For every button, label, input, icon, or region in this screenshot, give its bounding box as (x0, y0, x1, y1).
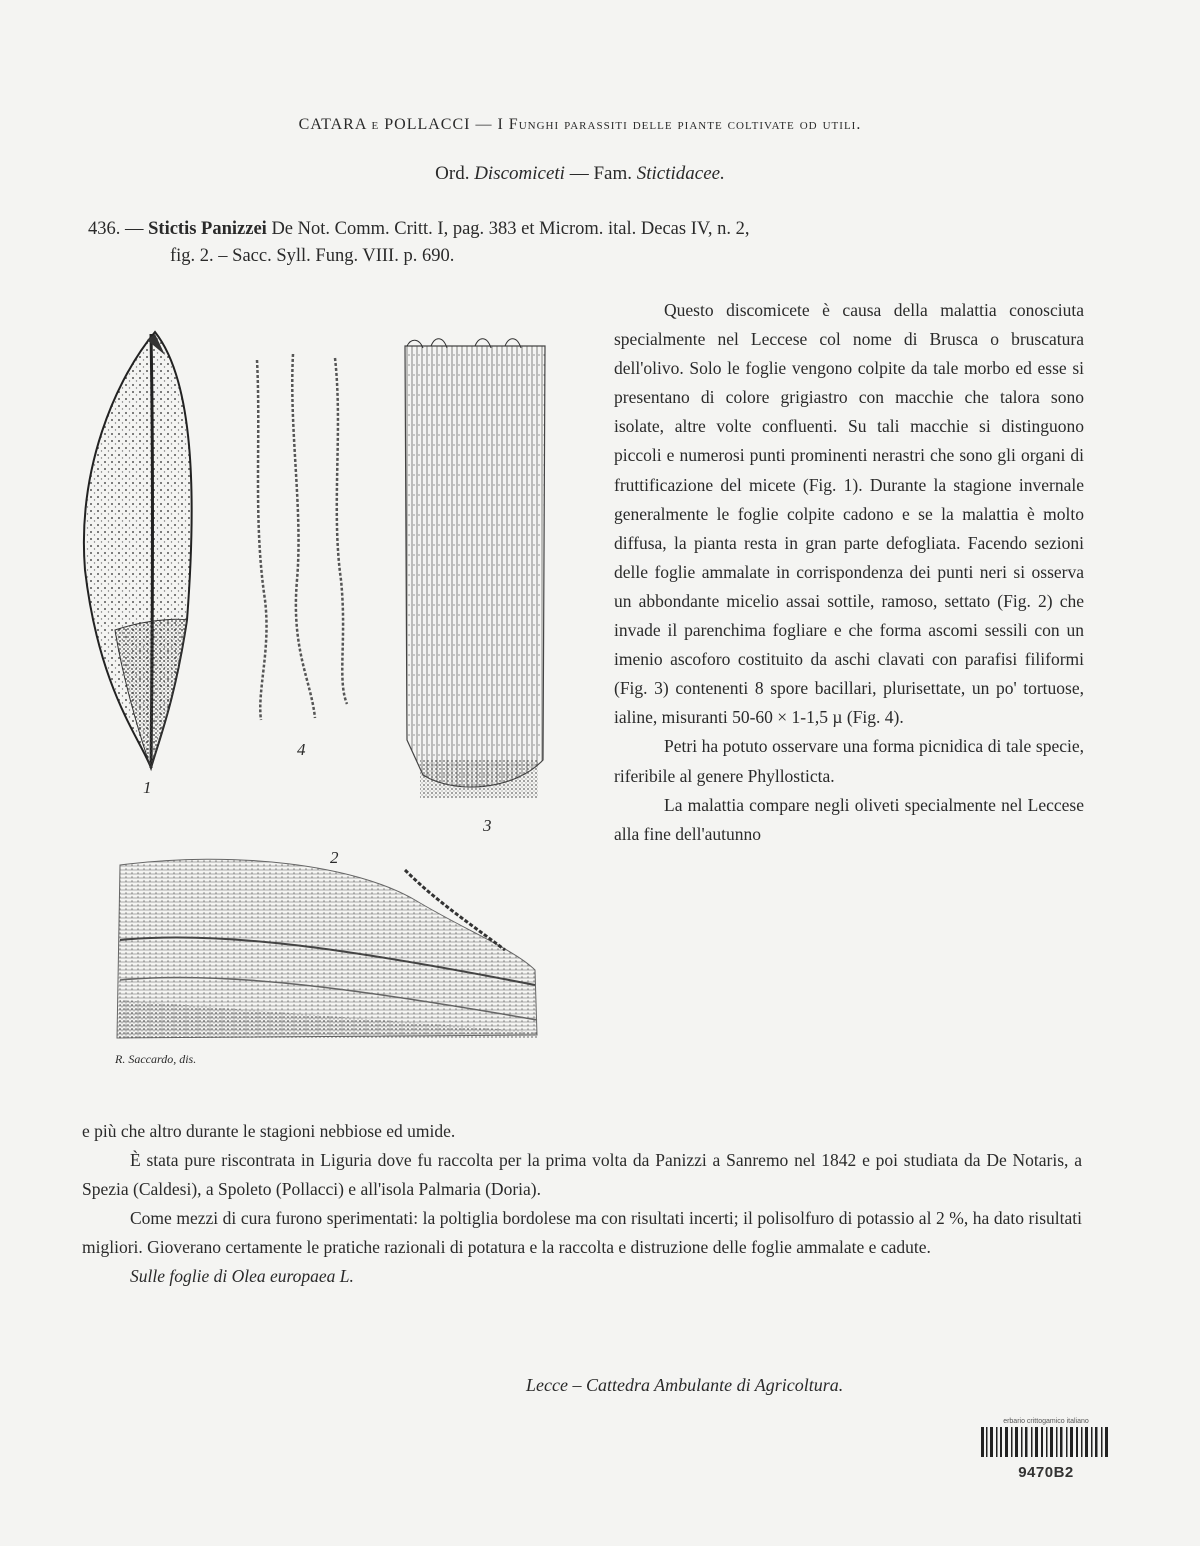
fig-3-label: 3 (483, 816, 492, 835)
continuation-line: e più che altro durante le stagioni nebbiose ed umide. (82, 1121, 456, 1141)
artist-credit: R. Saccardo, dis. (115, 1052, 197, 1066)
illustration-plate (75, 320, 555, 1080)
distribution-paragraph: È stata pure riscontrata in Liguria dove fu raccolta per la prima volta da Panizzi a Sanremo nel 1842 e poi studiata da De Notaris, a Spezia (Caldesi), a Spoleto (Pollacci) e all'isola Palmaria (Doria). (82, 1150, 1082, 1199)
description-paragraph-3: La malattia compare negli oliveti specialmente nel Leccese alla fine dell'autunno (614, 794, 1084, 844)
citation-line-2: fig. 2. – Sacc. Syll. Fung. VIII. p. 690. (170, 246, 455, 266)
description-paragraph-1: Questo discomicete è causa della malattia conosciuta specialmente nel Leccese col nome di Brusca o bruscatura dell'olivo. Solo le foglie vengono colpite da tale morbo ed esse si presentano di colore grigiastro con macchie che talora sono isolate, altre volte confluenti. Su tali macchie si distinguono piccoli e numerosi punti prominenti nerastri che sono gli organi di fruttificazione del micete (Fig. 1). Durante la stagione invernale generalmente le foglie colpite cadono e se la malattia è molto diffusa, la pianta resta in gran parte defogliata. Facendo sezioni delle foglie ammalate in corrispondenza dei punti neri si osserva un abbondante micelio assai sottile, ramoso, settato (Fig. 2) che invade il parenchima fogliare e che forma ascomi sessili con un imenio ascoforo costituito da aschi clavati con parafisi filiformi (Fig. 3) contenenti 8 spore bacillari, plurisettate, un po' tortuose, ialine, misuranti 50-60 × 1-1,5 µ (Fig. 4). (614, 300, 1084, 728)
order-name: Discomiceti (474, 163, 565, 184)
order-prefix: Ord. (435, 163, 470, 184)
family-name: Stictidacee. (636, 163, 725, 184)
running-head: CATARA e POLLACCI — I Funghi parassiti delle piante coltivate od utili. (298, 116, 862, 133)
host-line: Sulle foglie di Olea europaea L. (130, 1266, 354, 1286)
fig-2-label: 2 (330, 848, 339, 867)
description-column (614, 296, 1084, 849)
barcode-number: 9470B2 (1018, 1464, 1074, 1481)
species-name: Stictis Panizzei (148, 219, 267, 239)
leaf-figure (84, 332, 192, 768)
barcode-caption: erbario crittogamico italiano (1003, 1418, 1089, 1425)
treatment-paragraph: Come mezzi di cura furono sperimentati: la poltiglia bordolese ma con risultati incerti; il polisolfuro di potassio al 2 %, ha dato risultati migliori. Gioverano certamente le pratiche razionali di potatura e la raccolta e distruzione delle foglie ammalate e cadute. (82, 1208, 1082, 1257)
barcode-label (975, 1418, 1117, 1484)
spores-figure (257, 354, 347, 720)
leaf-section-figure (117, 859, 537, 1038)
entry-number: 436. — (88, 219, 144, 239)
fig-4-label: 4 (297, 740, 306, 759)
description-paragraph-2: Petri ha potuto osservare una forma picnidica di tale specie, riferibile al genere Phyllosticta. (614, 736, 1084, 786)
barcode-icon (975, 1425, 1117, 1459)
citation-line-1: De Not. Comm. Critt. I, pag. 383 et Microm. ital. Decas IV, n. 2, (271, 219, 750, 239)
full-width-text (82, 1117, 1082, 1291)
species-entry (88, 216, 1088, 270)
botanical-illustration (75, 320, 555, 1080)
order-family-line (0, 163, 1160, 185)
collector-signature: Lecce – Cattedra Ambulante di Agricoltura. (526, 1375, 844, 1395)
asci-figure (405, 339, 545, 798)
family-separator: — Fam. (569, 163, 632, 184)
fig-1-label: 1 (143, 778, 152, 797)
